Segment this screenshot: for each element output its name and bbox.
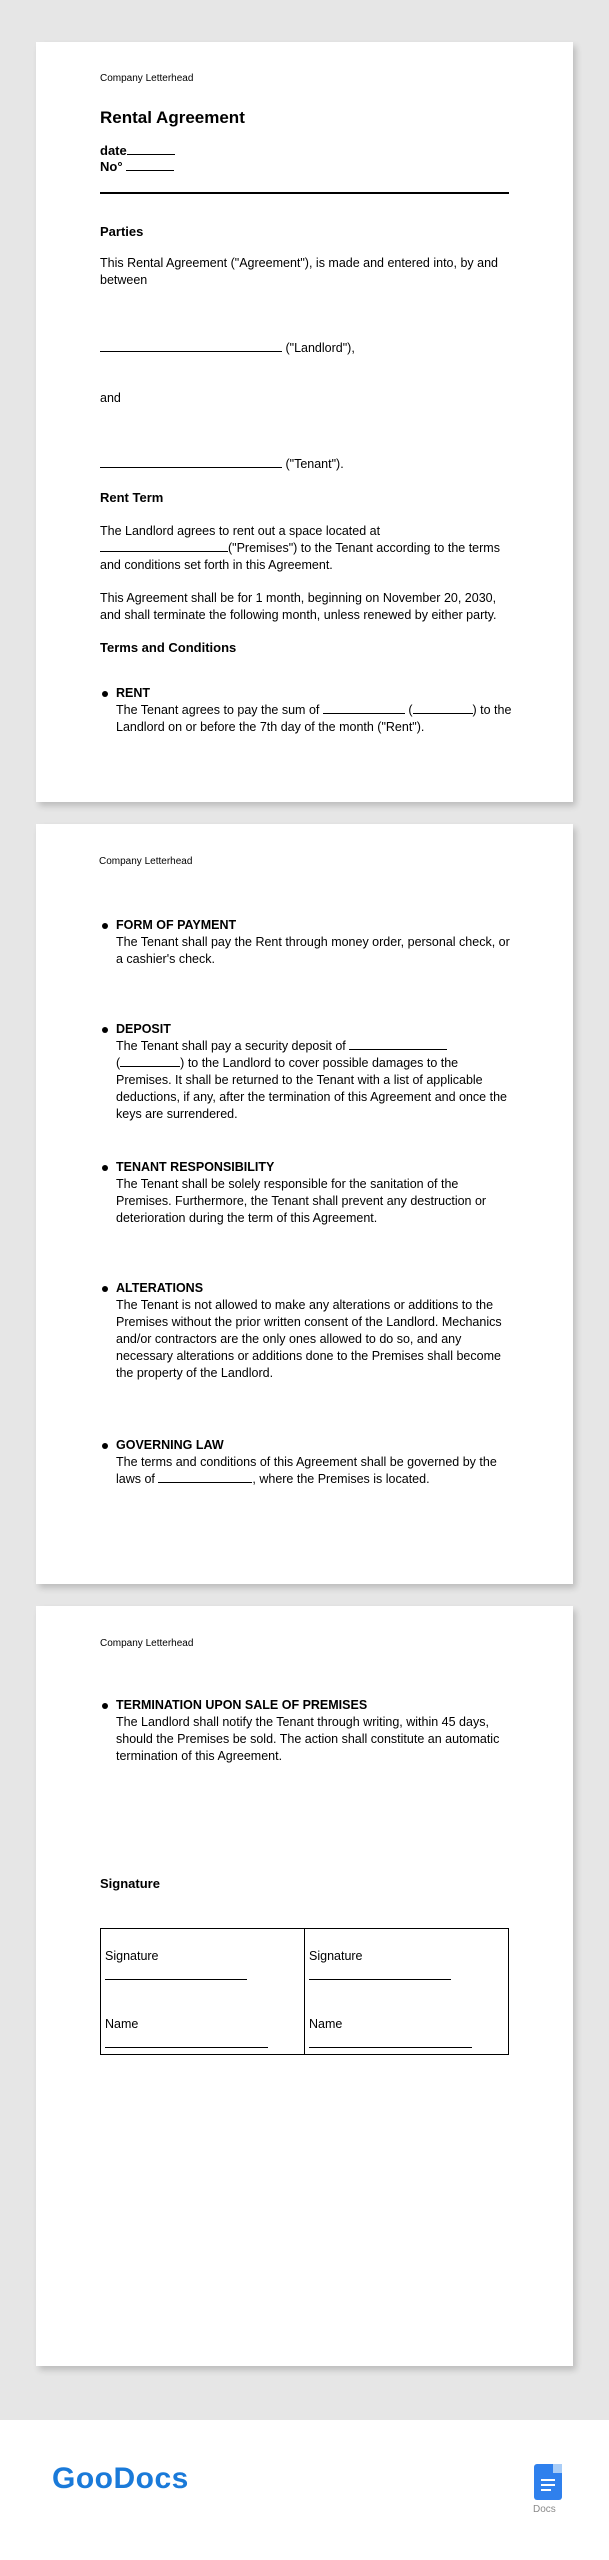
termination-clause <box>116 1697 516 1765</box>
document-page-2 <box>36 824 573 1584</box>
deposit-text: The Tenant shall pay a security deposit of ( ) to the Landlord to cover possible damages to the Premises. It shall be returned to the Tenant with a list of applicable deductions, if any, after the termination of this Agreement and once the keys are surrendered. <box>116 1039 507 1121</box>
alterations-heading: ALTERATIONS <box>116 1281 204 1295</box>
bullet-icon <box>102 1165 108 1171</box>
payment-clause <box>116 917 516 968</box>
bullet-icon <box>102 691 108 697</box>
signature-label: Signature <box>105 1949 159 1963</box>
name-line[interactable] <box>105 2047 268 2048</box>
letterhead: Company Letterhead <box>99 856 193 867</box>
google-docs-icon[interactable] <box>534 2464 562 2500</box>
name-label: Name <box>309 2017 343 2031</box>
responsibility-clause <box>116 1159 516 1227</box>
responsibility-text: The Tenant shall be solely responsible for the sanitation of the Premises. Furthermore, the Tenant shall prevent any destruction or deterioration during the term of this Agreement. <box>116 1177 487 1225</box>
responsibility-heading: TENANT RESPONSIBILITY <box>116 1160 275 1174</box>
signature-line[interactable] <box>105 1979 247 1980</box>
bullet-icon <box>102 1443 108 1449</box>
bullet-icon <box>102 1027 108 1033</box>
tenant-signature-cell <box>304 1929 508 2054</box>
signature-line[interactable] <box>309 1979 451 1980</box>
rent-term-paragraph-2: This Agreement shall be for 1 month, beginning on November 20, 2030, and shall terminate the following month, unless renewed by either party. <box>100 591 497 622</box>
document-title: Rental Agreement <box>100 108 245 127</box>
date-field: date <box>100 143 175 158</box>
docs-label: Docs <box>533 2504 556 2515</box>
deposit-heading: DEPOSIT <box>116 1022 171 1036</box>
bullet-icon <box>102 923 108 929</box>
governing-law-text: The terms and conditions of this Agreement shall be governed by the laws of , where the Premises is located. <box>116 1455 497 1486</box>
rent-term-heading: Rent Term <box>100 490 164 505</box>
letterhead: Company Letterhead <box>100 73 194 84</box>
number-field: No° <box>100 159 174 174</box>
rent-term-paragraph-1: The Landlord agrees to rent out a space located at ("Premises") to the Tenant according to the terms and conditions set forth in this Agreement. <box>100 524 500 572</box>
payment-heading: FORM OF PAYMENT <box>116 918 237 932</box>
landlord-line: ("Landlord"), <box>100 340 510 357</box>
terms-heading: Terms and Conditions <box>100 640 237 655</box>
alterations-clause <box>116 1280 516 1382</box>
bullet-icon <box>102 1703 108 1709</box>
governing-law-clause <box>116 1437 516 1488</box>
rent-heading: RENT <box>116 686 151 700</box>
parties-text: This Rental Agreement ("Agreement"), is made and entered into, by and between <box>100 256 498 287</box>
rent-clause <box>116 685 516 736</box>
letterhead: Company Letterhead <box>100 1638 194 1649</box>
header-divider <box>100 192 509 194</box>
and-text: and <box>100 391 121 405</box>
signature-label: Signature <box>309 1949 363 1963</box>
footer-banner <box>0 2420 609 2560</box>
goodocs-logo[interactable]: GooDocs <box>52 2462 189 2495</box>
name-label: Name <box>105 2017 139 2031</box>
alterations-text: The Tenant is not allowed to make any alterations or additions to the Premises without the prior written consent of the Landlord. Mechanics and/or contractors are the only ones allowed to do so, and any necessary alterations or additions done to the Premises shall become the property of the Landlord. <box>116 1298 502 1380</box>
governing-law-heading: GOVERNING LAW <box>116 1438 224 1452</box>
rent-text: The Tenant agrees to pay the sum of ( ) to the Landlord on or before the 7th day of the month ("Rent"). <box>116 703 512 734</box>
landlord-signature-cell <box>101 1929 304 2054</box>
tenant-line: ("Tenant"). <box>100 456 510 473</box>
parties-heading: Parties <box>100 224 144 239</box>
termination-text: The Landlord shall notify the Tenant through writing, within 45 days, should the Premises be sold. The action shall constitute an automatic termination of this Agreement. <box>116 1715 500 1763</box>
document-page-1 <box>36 42 573 802</box>
document-page-3 <box>36 1606 573 2366</box>
termination-heading: TERMINATION UPON SALE OF PREMISES <box>116 1698 368 1712</box>
bullet-icon <box>102 1286 108 1292</box>
deposit-clause <box>116 1021 516 1123</box>
payment-text: The Tenant shall pay the Rent through money order, personal check, or a cashier's check. <box>116 935 510 966</box>
signature-heading: Signature <box>100 1876 160 1891</box>
signature-table <box>100 1928 509 2055</box>
name-line[interactable] <box>309 2047 472 2048</box>
